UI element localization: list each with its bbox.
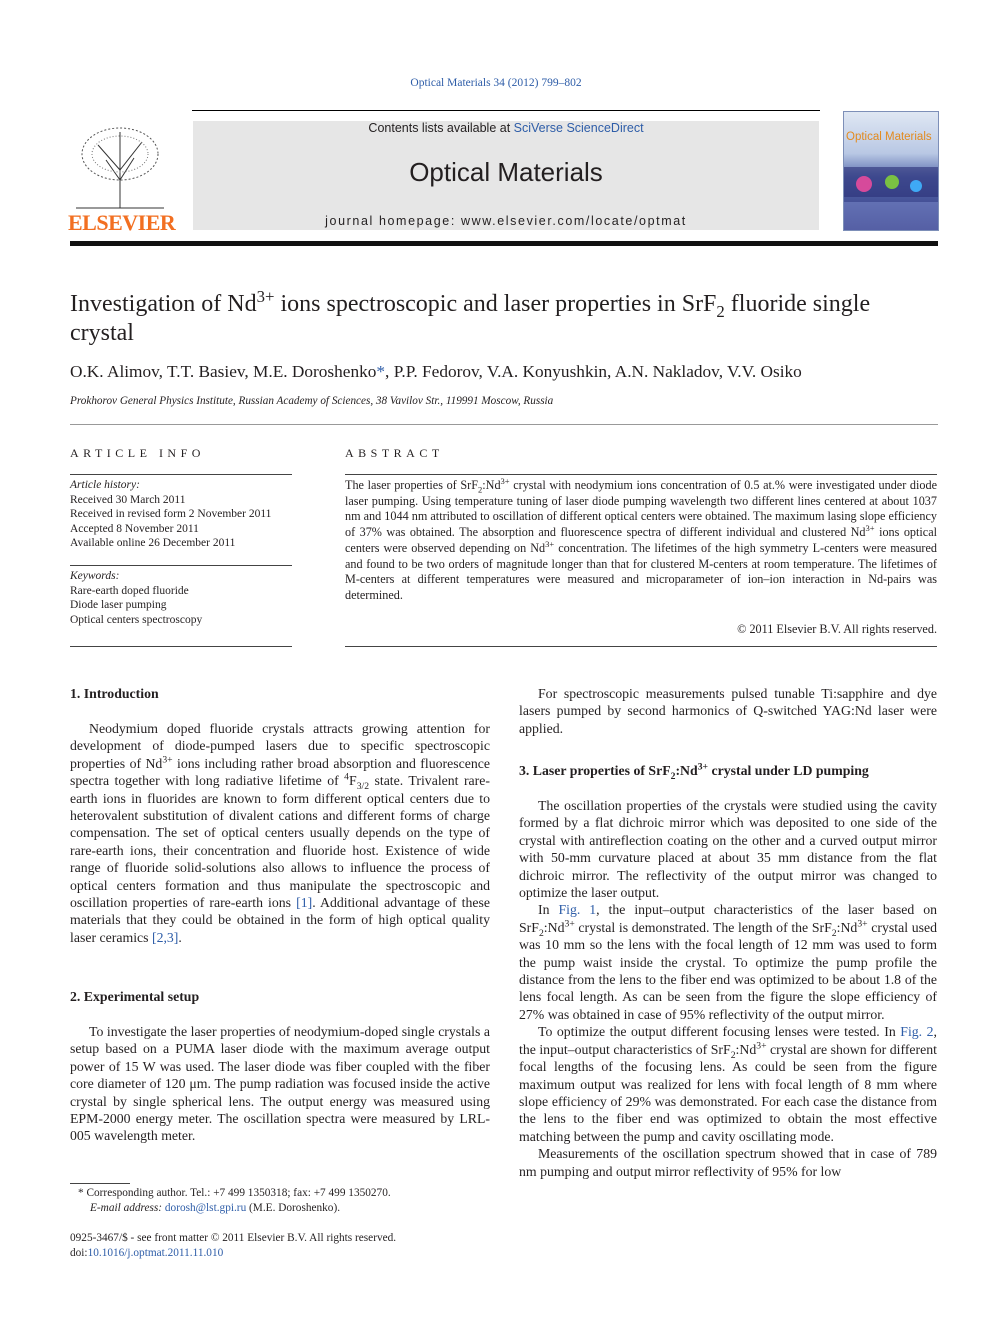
laser-heading: 3. Laser properties of $SrF_2:Nd^{3+}$ crystal under LD pumping — [519, 761, 869, 782]
ref-2-3-link[interactable]: [2,3] — [151, 929, 179, 945]
history-label: Article history: — [70, 479, 140, 491]
article-info-rule — [70, 474, 292, 475]
journal-name: Optical Materials — [409, 157, 603, 187]
keywords — [70, 569, 292, 627]
fig-2-link[interactable]: Fig. 2 — [900, 1024, 934, 1040]
fig-1-link[interactable]: Fig. 1 — [558, 902, 597, 918]
abstract-copyright: © 2011 Elsevier B.V. All rights reserved. — [737, 622, 937, 636]
article-info-rule — [70, 646, 292, 647]
keyword: Rare-earth doped fluoride — [70, 584, 189, 597]
intro-heading: 1. Introduction — [70, 686, 159, 701]
journal-homepage[interactable]: journal homepage: www.elsevier.com/locate/optmat — [325, 214, 687, 228]
keywords-label: Keywords: — [70, 570, 120, 582]
footnote-rule — [70, 1183, 130, 1184]
keyword: Optical centers spectroscopy — [70, 613, 203, 626]
doi-link[interactable]: 10.1016/j.optmat.2011.11.010 — [87, 1247, 224, 1259]
history-item: Received 30 March 2011 — [70, 493, 186, 506]
abstract-text: The laser properties of $SrF_2:Nd^{3+}$ crystal with neodymium ions concentration of 0.5 at.% were investigated under diode laser pumping. Using temperature tuning of laser diode pumping wavelength two different lines centered at about 1037 nm and 1044 nm attributed to oscillation of different optical centers were obtained. The maximum lasing slope efficiency of 37% was obtained. The absorption and fluorescence spectra of different individual and clustered $Nd^{3+}$ ions optical centers were observed depending on $Nd^{3+}$ concentration. The lifetimes of the high symmetry L-centers were measured and found to be two orders of magnitude longer than that for clustered M-centers at room temperature. The lifetimes of M-centers at different temperatures were measured and microparameter of ion–ion interaction in Nd-pairs was determined. — [345, 475, 938, 602]
abstract-rule — [345, 474, 937, 475]
abstract-rule — [345, 646, 937, 647]
article-info-rule — [70, 565, 292, 566]
affiliation: Prokhorov General Physics Institute, Russian Academy of Sciences, 38 Vavilov Str., 119991 Moscow, Russia — [70, 395, 554, 407]
header-thick-rule — [70, 241, 938, 246]
history-item: Received in revised form 2 November 2011 — [70, 508, 272, 520]
sciencedirect-link[interactable]: SciVerse ScienceDirect — [513, 121, 644, 135]
article-history — [70, 478, 292, 551]
article-info-heading: ARTICLE INFO — [70, 446, 205, 460]
keyword: Diode laser pumping — [70, 599, 167, 611]
exp-heading: 2. Experimental setup — [70, 989, 200, 1004]
exp-paragraph-continued: For spectroscopic measurements pulsed tunable Ti:sapphire and dye lasers pumped by second harmonics of Q-switched YAG:Nd laser were applied. — [519, 686, 937, 736]
abstract-heading: ABSTRACT — [345, 446, 444, 460]
history-item: Accepted 8 November 2011 — [70, 522, 199, 535]
header-top-rule — [192, 110, 820, 111]
corresponding-author-star[interactable]: * — [376, 362, 386, 381]
contents-prefix: Contents lists available at — [368, 121, 514, 135]
journal-reference[interactable]: Optical Materials 34 (2012) 799–802 — [410, 77, 582, 89]
intro-paragraph: Neodymium doped fluoride crystals attracts growing attention for development of diode-pumped lasers due to specific spectroscopic properties of $Nd^{3+}$ ions including rather broad absorption and fluorescence spectra together with long radiative lifetime of $^4F_{3/2}$ state. Trivalent rare-earth ions in fluorides are known to form different optical centers due to heterovalent substitution of divalent cations and different forms of charge compensation. The set of optical centers usually depends on the type of rare-earth ions, their concentration and fluoride host. Existence of wide range of fluoride solid-solutions also allows to influence the process of optical centers formation and thus manipulate the spectroscopic and oscillation properties of rare-earth ions [1]. Additional advantage of these materials that they could be obtained in the form of high optical quality laser ceramics [2,3]. — [70, 721, 490, 945]
author-list: O.K. Alimov, T.T. Basiev, M.E. Doroshenko*, P.P. Fedorov, V.A. Konyushkin, A.N. Nakladov, V.V. Osiko — [70, 362, 802, 381]
exp-paragraph: To investigate the laser properties of neodymium-doped single crystals a setup based on a PUMA laser diode with the maximum average output power of 15 W was used. The laser diode was fiber coupled with the fiber core diameter of 120 μm. The pump radiation was focused inside the active crystal by single spherical lens. The output energy was measured using EPM-2000 energy meter. The oscillation spectra were measured by LRL-005 wavelength meter. — [70, 1024, 490, 1144]
article-title: Investigation of $Nd^{3+}$ ions spectroscopic and laser properties in SrF$_2$ fluoride single crystal — [70, 287, 871, 346]
elsevier-wordmark: ELSEVIER — [68, 210, 176, 235]
history-item: Available online 26 December 2011 — [70, 537, 236, 549]
ref-1-link[interactable]: [1] — [296, 895, 313, 911]
title-rule — [70, 424, 938, 425]
laser-paragraphs: The oscillation properties of the crystals were studied using the cavity formed by a flat dichroic mirror which was deposited to one side of the crystal with antireflection coating on the other and a curved output mirror with 50-mm curvature placed at about 35 mm distance from the flat dichroic mirror. The reflectivity of the output mirror was changed to optimize the laser output. In Fig. 1, the input–output characteristics of the laser based on $SrF_2:Nd^{3+}$ crystal is demonstrated. The length of the $SrF_2:Nd^{3+}$ crystal used was 10 mm so the lens with the focal length of 12 mm was used to form the pump waist inside the crystal. To optimize the pump profile the distance from the lens to the fiber end was optimized to be about 1.8 of the lens focal length. As can be seen from the figure the slope efficiency of 27% was obtained in case of 95% reflectivity of the output mirror. To optimize the output different focusing lenses were tested. In Fig. 2, the input–output characteristics of $SrF_2:Nd^{3+}$ crystal are shown for different focal lengths of the focusing lens. As could be seen from the figure maximum output was realized for lens with focal length of 8 mm where slope efficiency of 29% was demonstrated. For each case the distance from the lens to the fiber end was optimized to obtain the most effective matching between the pump and cavity oscillating mode. Measurements of the oscillation spectrum showed that in case of 789 nm pumping and output mirror reflectivity of 95% for low — [519, 798, 937, 1179]
email-link[interactable]: dorosh@lst.gpi.ru — [164, 1202, 247, 1214]
contents-line — [193, 121, 819, 135]
front-matter: 0925-3467/$ - see front matter © 2011 Elsevier B.V. All rights reserved. doi:10.1016/j.optmat.2011.11.010 — [70, 1232, 397, 1259]
journal-cover-image — [843, 111, 939, 231]
cover-title: Optical Materials — [846, 131, 932, 143]
footnote: * Corresponding author. Tel.: +7 499 1350318; fax: +7 499 1350270. E-mail address: dorosh@lst.gpi.ru (M.E. Doroshenko). — [78, 1187, 391, 1214]
